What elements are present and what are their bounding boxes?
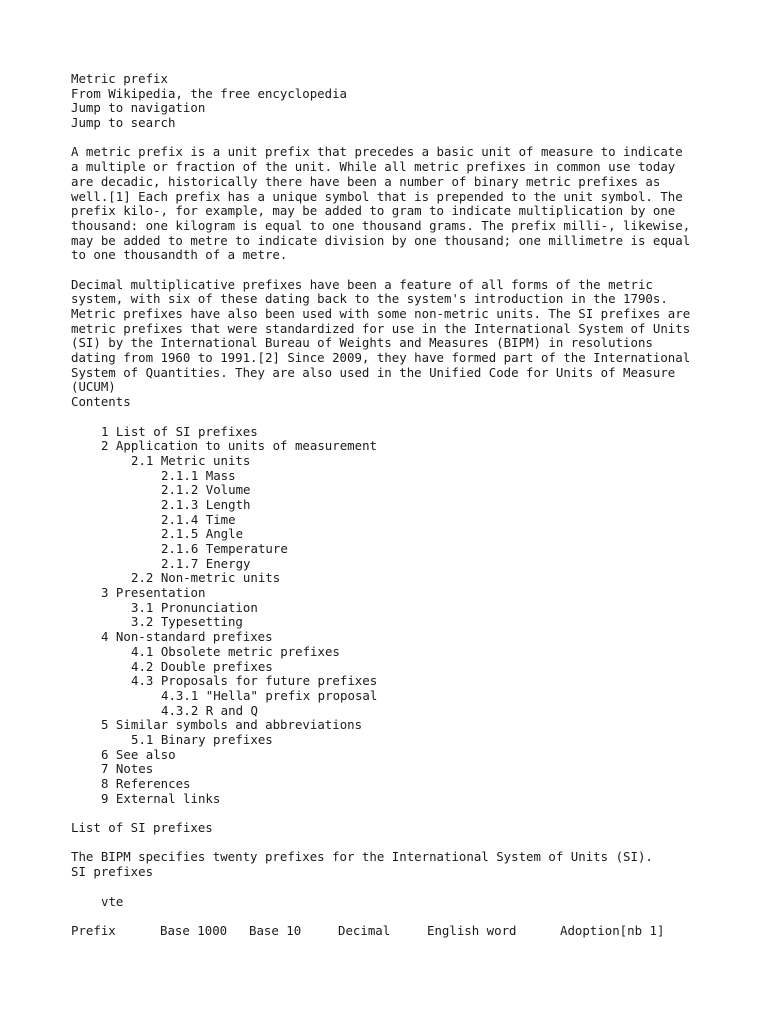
paragraph-line: are decadic, historically there have been a number of binary metric prefixes as <box>71 173 661 189</box>
paragraph-line: (UCUM) <box>71 379 116 395</box>
section-heading-si-prefixes: List of SI prefixes <box>71 820 213 836</box>
toc-link[interactable]: 4.3 Proposals for future prefixes <box>131 673 378 689</box>
table-caption: SI prefixes <box>71 864 154 880</box>
toc-item <box>71 733 711 748</box>
intro-paragraph-2 <box>71 278 711 396</box>
toc-item <box>71 630 711 645</box>
intro-paragraph-1 <box>71 145 711 263</box>
toc-link[interactable]: 4.2 Double prefixes <box>131 658 273 674</box>
toc-item <box>71 542 711 557</box>
toc-item <box>71 660 711 675</box>
toc-item <box>71 557 711 572</box>
toc-link[interactable]: 4 Non-standard prefixes <box>101 629 273 645</box>
toc-link[interactable]: 2.1.7 Energy <box>161 555 251 571</box>
toc-item <box>71 454 711 469</box>
toc-item <box>71 792 711 807</box>
toc-link[interactable]: 3.1 Pronunciation <box>131 599 258 615</box>
toc-link[interactable]: 8 References <box>101 776 191 791</box>
paragraph-line: prefix kilo-, for example, may be added to gram to indicate multiplication by one <box>71 203 676 219</box>
toc-item <box>71 777 711 792</box>
jump-to-search-link[interactable]: Jump to search <box>71 115 176 131</box>
toc-item <box>71 704 711 719</box>
paragraph-line: thousand: one kilogram is equal to one thousand grams. The prefix milli-, likewise, <box>71 217 691 233</box>
paragraph-line: System of Quantities. They are also used in the Unified Code for Units of Measure <box>71 364 676 380</box>
column-header-prefix[interactable]: Prefix <box>71 922 116 938</box>
toc-item <box>71 513 711 528</box>
toc-item <box>71 483 711 498</box>
toc-link[interactable]: 2 Application to units of measurement <box>101 438 378 454</box>
toc-item <box>71 645 711 660</box>
table-header-row <box>71 924 711 939</box>
column-header-english-word[interactable]: English word <box>427 922 517 938</box>
source-line: From Wikipedia, the free encyclopedia <box>71 85 348 101</box>
table-of-contents <box>71 425 711 807</box>
jump-to-navigation-link[interactable]: Jump to navigation <box>71 100 206 116</box>
paragraph-line: system, with six of these dating back to the system's introduction in the 1790s. <box>71 291 668 307</box>
toc-link[interactable]: 6 See also <box>101 746 176 762</box>
toc-link[interactable]: 2.1 Metric units <box>131 452 251 468</box>
paragraph-line: may be added to metre to indicate division by one thousand; one millimetre is equal <box>71 232 691 248</box>
toc-link[interactable]: 1 List of SI prefixes <box>101 423 258 439</box>
toc-item <box>71 425 711 440</box>
paragraph-line: a multiple or fraction of the unit. While all metric prefixes in common use today <box>71 159 676 175</box>
toc-item <box>71 601 711 616</box>
toc-link[interactable]: 3.2 Typesetting <box>131 614 243 630</box>
paragraph-line: Decimal multiplicative prefixes have been a feature of all forms of the metric <box>71 276 653 292</box>
toc-link[interactable]: 4.3.2 R and Q <box>161 702 258 718</box>
column-header-adoption[interactable]: Adoption[nb 1] <box>560 922 665 938</box>
toc-item <box>71 674 711 689</box>
toc-link[interactable]: 5.1 Binary prefixes <box>131 731 273 747</box>
toc-item <box>71 469 711 484</box>
toc-item <box>71 762 711 777</box>
contents-heading: Contents <box>71 394 131 410</box>
toc-item <box>71 718 711 733</box>
toc-link[interactable]: 5 Similar symbols and abbreviations <box>101 717 363 733</box>
toc-link[interactable]: 2.1.5 Angle <box>161 526 244 542</box>
toc-item <box>71 615 711 630</box>
paragraph-line: Metric prefixes have also been used with some non-metric units. The SI prefixes are <box>71 306 691 321</box>
paragraph-line: well.[1] Each prefix has a unique symbol that is prepended to the unit symbol. The <box>71 188 683 204</box>
column-header-decimal[interactable]: Decimal <box>338 922 391 938</box>
article-body <box>71 72 711 939</box>
toc-link[interactable]: 2.1.1 Mass <box>161 467 236 483</box>
toc-link[interactable]: 4.3.1 "Hella" prefix proposal <box>161 687 378 703</box>
toc-link[interactable]: 3 Presentation <box>101 585 206 601</box>
toc-link[interactable]: 2.1.3 Length <box>161 496 251 512</box>
toc-item <box>71 689 711 704</box>
toc-link[interactable]: 2.1.2 Volume <box>161 482 251 498</box>
toc-link[interactable]: 9 External links <box>101 790 221 806</box>
page-title: Metric prefix <box>71 71 168 86</box>
toc-item <box>71 571 711 586</box>
paragraph-line: metric prefixes that were standardized for use in the International System of Units <box>71 320 691 336</box>
toc-item <box>71 586 711 601</box>
toc-item <box>71 527 711 542</box>
vte-link[interactable]: vte <box>101 893 124 909</box>
paragraph-line: dating from 1960 to 1991.[2] Since 2009, they have formed part of the International <box>71 350 691 366</box>
toc-link[interactable]: 2.1.4 Time <box>161 511 236 527</box>
column-header-base-1000[interactable]: Base 1000 <box>160 922 228 938</box>
paragraph-line: to one thousandth of a metre. <box>71 247 288 263</box>
toc-link[interactable]: 4.1 Obsolete metric prefixes <box>131 643 340 659</box>
paragraph-line: A metric prefix is a unit prefix that precedes a basic unit of measure to indicate <box>71 144 683 160</box>
toc-item <box>71 498 711 513</box>
section-text: The BIPM specifies twenty prefixes for the International System of Units (SI). <box>71 849 653 865</box>
paragraph-line: (SI) by the International Bureau of Weights and Measures (BIPM) in resolutions <box>71 335 653 351</box>
column-header-base-10[interactable]: Base 10 <box>249 922 302 938</box>
toc-item <box>71 748 711 763</box>
toc-link[interactable]: 7 Notes <box>101 761 154 777</box>
toc-item <box>71 439 711 454</box>
toc-link[interactable]: 2.1.6 Temperature <box>161 541 288 556</box>
toc-link[interactable]: 2.2 Non-metric units <box>131 570 281 586</box>
